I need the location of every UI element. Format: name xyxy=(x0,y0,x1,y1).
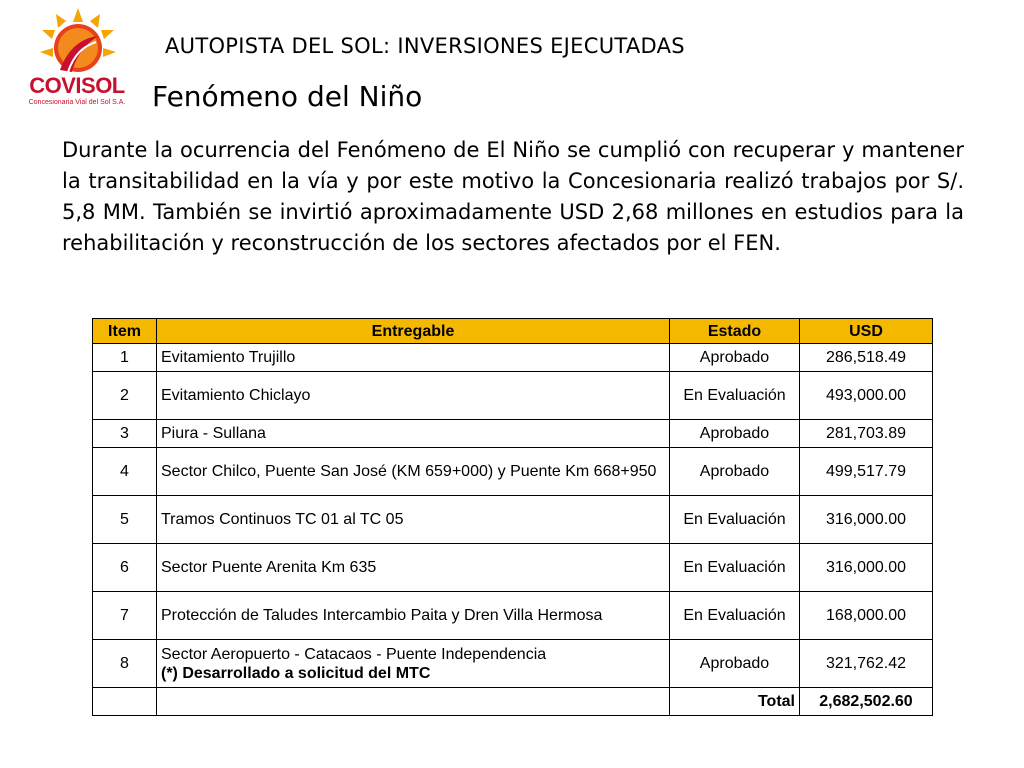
cell-usd: 168,000.00 xyxy=(800,592,933,640)
cell-entregable: Tramos Continuos TC 01 al TC 05 xyxy=(157,496,670,544)
cell-entregable: Sector Puente Arenita Km 635 xyxy=(157,544,670,592)
cell-estado: Aprobado xyxy=(670,640,800,688)
cell-empty xyxy=(157,688,670,716)
header-usd: USD xyxy=(800,319,933,344)
cell-estado: Aprobado xyxy=(670,344,800,372)
total-value: 2,682,502.60 xyxy=(800,688,933,716)
cell-item: 4 xyxy=(93,448,157,496)
cell-estado: En Evaluación xyxy=(670,592,800,640)
cell-entregable: Piura - Sullana xyxy=(157,420,670,448)
cell-usd: 321,762.42 xyxy=(800,640,933,688)
entregable-text: Sector Aeropuerto - Catacaos - Puente Independencia xyxy=(161,645,547,663)
table-row xyxy=(93,496,933,544)
cell-usd: 499,517.79 xyxy=(800,448,933,496)
cell-empty xyxy=(93,688,157,716)
table-header-row xyxy=(93,319,933,344)
table-row xyxy=(93,372,933,420)
cell-entregable: Evitamiento Chiclayo xyxy=(157,372,670,420)
total-row xyxy=(93,688,933,716)
cell-usd: 316,000.00 xyxy=(800,544,933,592)
table-row xyxy=(93,448,933,496)
cell-estado: En Evaluación xyxy=(670,544,800,592)
table-row xyxy=(93,344,933,372)
page-title: AUTOPISTA DEL SOL: INVERSIONES EJECUTADAS xyxy=(165,34,685,58)
table-row xyxy=(93,592,933,640)
cell-item: 3 xyxy=(93,420,157,448)
cell-item: 1 xyxy=(93,344,157,372)
covisol-logo xyxy=(24,8,130,108)
cell-item: 8 xyxy=(93,640,157,688)
header-entregable: Entregable xyxy=(157,319,670,344)
table-row xyxy=(93,420,933,448)
entregable-note: (*) Desarrollado a solicitud del MTC xyxy=(161,664,431,682)
cell-entregable: Evitamiento Trujillo xyxy=(157,344,670,372)
intro-paragraph: Durante la ocurrencia del Fenómeno de El Niño se cumplió con recuperar y mantener la transitabilidad en la vía y por este motivo la Concesionaria realizó trabajos por S/. 5,8 MM. También se invirtió aproximadamente USD 2,68 millones en estudios para la rehabilitación y reconstrucción de los sectores afectados por el FEN. xyxy=(62,138,964,255)
sun-road-icon xyxy=(38,8,118,78)
cell-item: 6 xyxy=(93,544,157,592)
table-row xyxy=(93,544,933,592)
table-row xyxy=(93,640,933,688)
cell-estado: En Evaluación xyxy=(670,372,800,420)
cell-item: 7 xyxy=(93,592,157,640)
cell-item: 2 xyxy=(93,372,157,420)
cell-item: 5 xyxy=(93,496,157,544)
header-estado: Estado xyxy=(670,319,800,344)
logo-name: COVISOL xyxy=(29,73,125,98)
cell-entregable: Sector Chilco, Puente San José (KM 659+000) y Puente Km 668+950 xyxy=(157,448,670,496)
cell-usd: 493,000.00 xyxy=(800,372,933,420)
cell-estado: En Evaluación xyxy=(670,496,800,544)
cell-usd: 316,000.00 xyxy=(800,496,933,544)
cell-usd: 281,703.89 xyxy=(800,420,933,448)
cell-usd: 286,518.49 xyxy=(800,344,933,372)
cell-estado: Aprobado xyxy=(670,448,800,496)
cell-estado: Aprobado xyxy=(670,420,800,448)
logo-tagline: Concesionaria Vial del Sol S.A. xyxy=(28,99,126,106)
investments-table xyxy=(92,318,933,716)
header-item: Item xyxy=(93,319,157,344)
total-label: Total xyxy=(670,688,800,716)
page-subtitle: Fenómeno del Niño xyxy=(152,80,423,113)
cell-entregable xyxy=(157,640,670,688)
cell-entregable: Protección de Taludes Intercambio Paita y Dren Villa Hermosa xyxy=(157,592,670,640)
